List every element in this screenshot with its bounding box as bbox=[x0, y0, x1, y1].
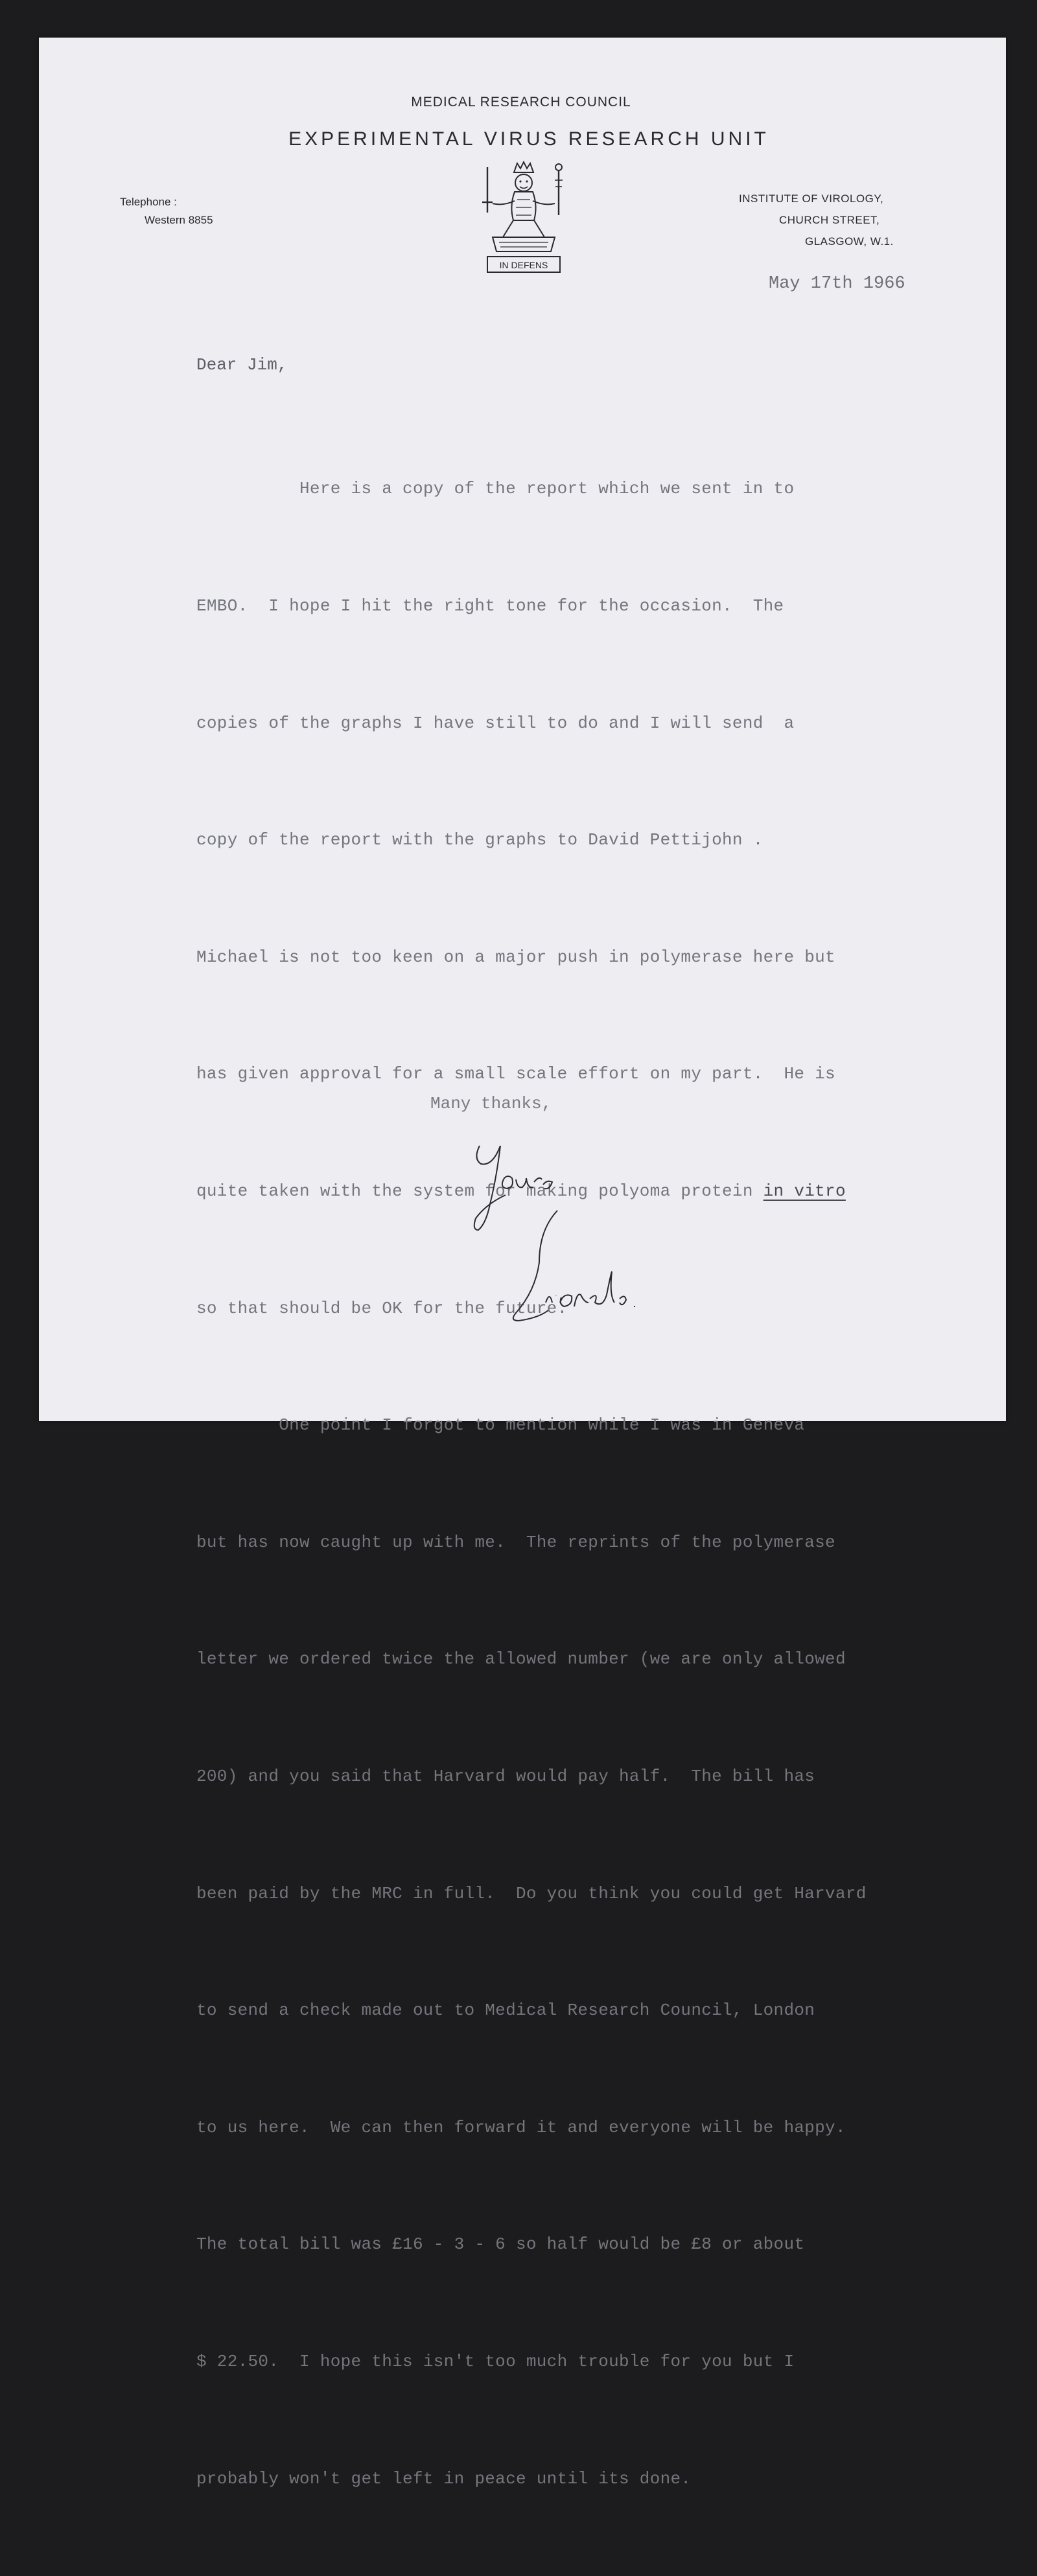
address-line-2: CHURCH STREET, bbox=[779, 214, 880, 226]
letterhead-telephone bbox=[120, 193, 213, 229]
body-line: Michael is not too keen on a major push in polymerase here but bbox=[196, 947, 835, 967]
letterhead-council: MEDICAL RESEARCH COUNCIL bbox=[411, 95, 631, 110]
body-line: 200) and you said that Harvard would pay half. The bill has bbox=[196, 1766, 815, 1786]
letter-page bbox=[39, 38, 1006, 2489]
body-line: letter we ordered twice the allowed number (we are only allowed bbox=[196, 1649, 846, 1669]
crest-logo bbox=[478, 161, 569, 277]
body-line: but has now caught up with me. The reprints of the polymerase bbox=[196, 1532, 835, 1552]
body-line: so that should be OK for the future. bbox=[196, 1298, 568, 1318]
body-line: EMBO. I hope I hit the right tone for the occasion. The bbox=[196, 596, 784, 616]
letter-date: May 17th 1966 bbox=[769, 274, 905, 294]
body-line: probably won't get left in peace until its done. bbox=[196, 2468, 692, 2489]
body-line: to us here. We can then forward it and everyone will be happy. bbox=[196, 2117, 846, 2137]
letterhead-unit: EXPERIMENTAL VIRUS RESEARCH UNIT bbox=[288, 128, 769, 150]
body-line: $ 22.50. I hope this isn't too much trouble for you but I bbox=[196, 2351, 795, 2371]
body-line: been paid by the MRC in full. Do you think you could get Harvard bbox=[196, 1883, 867, 1903]
address-line-3: GLASGOW, W.1. bbox=[805, 235, 894, 248]
body-line: Here is a copy of the report which we sent in to bbox=[196, 479, 795, 499]
letter-body bbox=[196, 391, 867, 2576]
letter-salutation: Dear Jim, bbox=[196, 355, 288, 375]
body-line: One point I forgot to mention while I was in Geneva bbox=[196, 1415, 805, 1435]
letter-closing: Many thanks, bbox=[430, 1094, 552, 1113]
telephone-label: Telephone : bbox=[120, 196, 177, 208]
underlined-phrase: in vitro bbox=[763, 1181, 846, 1201]
address-line-1: INSTITUTE OF VIROLOGY, bbox=[739, 192, 884, 205]
body-line: copies of the graphs I have still to do and I will send a bbox=[196, 713, 795, 733]
body-line: quite taken with the system for making polyoma protein bbox=[196, 1181, 763, 1201]
body-line: copy of the report with the graphs to David Pettijohn . bbox=[196, 830, 763, 850]
body-line: has given approval for a small scale effort on my part. He is bbox=[196, 1064, 835, 1084]
handwritten-signature bbox=[467, 1133, 661, 1347]
body-line: The total bill was £16 - 3 - 6 so half would be £8 or about bbox=[196, 2234, 805, 2255]
body-line: to send a check made out to Medical Research Council, London bbox=[196, 2001, 815, 2021]
telephone-number: Western 8855 bbox=[145, 214, 213, 226]
crest-motto: IN DEFENS bbox=[499, 260, 548, 270]
letterhead-address bbox=[739, 188, 894, 252]
